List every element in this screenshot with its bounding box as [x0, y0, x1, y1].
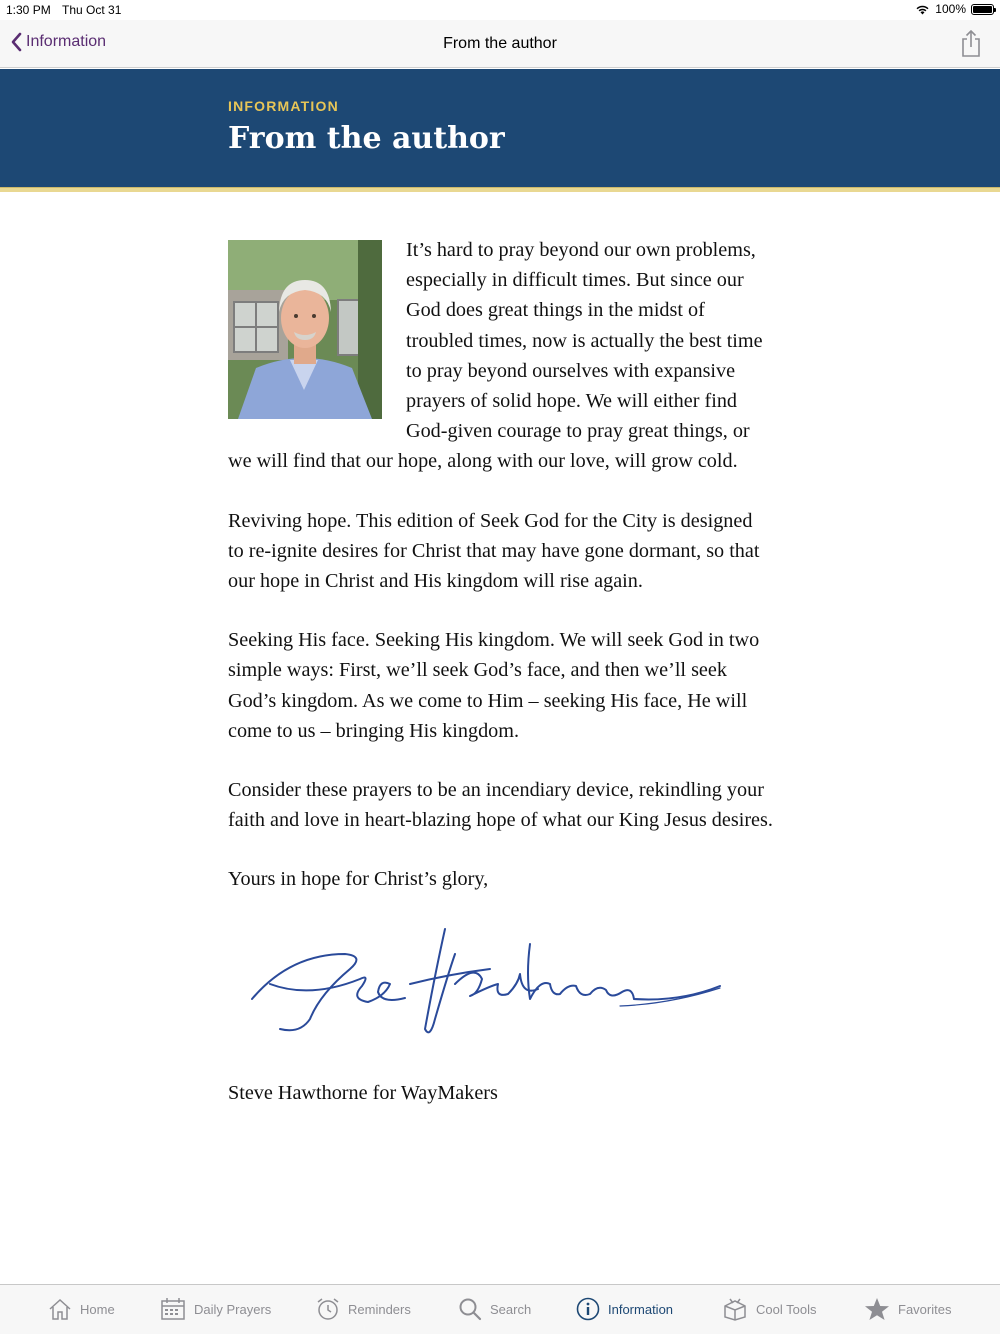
navigation-bar — [0, 20, 1000, 68]
tab-label: Search — [490, 1301, 532, 1317]
article-paragraph: Yours in hope for Christ’s glory, — [228, 868, 489, 891]
share-icon — [960, 30, 982, 58]
tab-cool-tools[interactable] — [722, 1297, 816, 1321]
tab-bar — [0, 1284, 1000, 1334]
alarm-clock-icon — [316, 1297, 340, 1321]
back-button-label: Information — [26, 33, 107, 50]
tab-home[interactable] — [48, 1297, 115, 1321]
search-icon — [458, 1297, 482, 1321]
status-date: Thu Oct 31 — [62, 3, 122, 17]
article-body — [228, 235, 773, 1137]
author-photo — [228, 240, 382, 419]
calendar-icon — [160, 1297, 186, 1321]
tab-label: Reminders — [348, 1301, 411, 1317]
tab-daily-prayers[interactable] — [160, 1297, 271, 1321]
status-time: 1:30 PM — [6, 3, 51, 17]
battery-percent: 100% — [935, 2, 966, 16]
wifi-icon — [915, 4, 930, 15]
signature-image — [250, 924, 730, 1049]
tab-label: Cool Tools — [756, 1301, 817, 1317]
page-title: From the author — [228, 121, 505, 156]
star-icon — [864, 1297, 890, 1321]
article-paragraph: It’s hard to pray beyond our own problems, especially in difficult times. But since our God does great things in the midst of troubled times, now is actually the best time to pray beyond ourselves with expansive prayers of solid hope. We will either find God-given courage to pray great things, or we will find that our hope, along with our love, will grow cold. — [228, 239, 763, 473]
status-bar — [0, 0, 1000, 20]
tab-reminders[interactable] — [316, 1297, 411, 1321]
header-accent-rule — [0, 187, 1000, 192]
status-indicators — [915, 2, 994, 16]
tab-label: Home — [80, 1301, 115, 1317]
article-paragraph: Reviving hope. This edition of Seek God for the City is designed to re-ignite desires for Christ that may have gone dormant, so that our hope in Christ and His kingdom will rise again. — [228, 509, 760, 593]
nav-title: From the author — [443, 35, 557, 52]
article-paragraph: Consider these prayers to be an incendiary device, rekindling your faith and love in heart-blazing hope of what our King Jesus desires. — [228, 779, 773, 832]
battery-icon — [971, 4, 994, 15]
tab-favorites[interactable] — [864, 1297, 951, 1321]
section-label: INFORMATION — [228, 98, 339, 114]
tab-label: Favorites — [898, 1301, 952, 1317]
page-header — [0, 69, 1000, 187]
tab-label: Daily Prayers — [194, 1301, 272, 1317]
author-signoff: Steve Hawthorne for WayMakers — [228, 1081, 498, 1104]
info-icon — [576, 1297, 600, 1321]
toolbox-icon — [722, 1297, 748, 1321]
tab-label: Information — [608, 1301, 674, 1317]
article-paragraph: Seeking His face. Seeking His kingdom. We will seek God in two simple ways: First, we’ll seek God’s face, and then we’ll seek God’s kingdom. As we come to Him – seeking His face, He will come to us – bringing His kingdom. — [228, 629, 760, 742]
home-icon — [48, 1297, 72, 1321]
tab-search[interactable] — [458, 1297, 531, 1321]
share-button[interactable] — [960, 30, 982, 63]
tab-information[interactable] — [576, 1297, 673, 1321]
